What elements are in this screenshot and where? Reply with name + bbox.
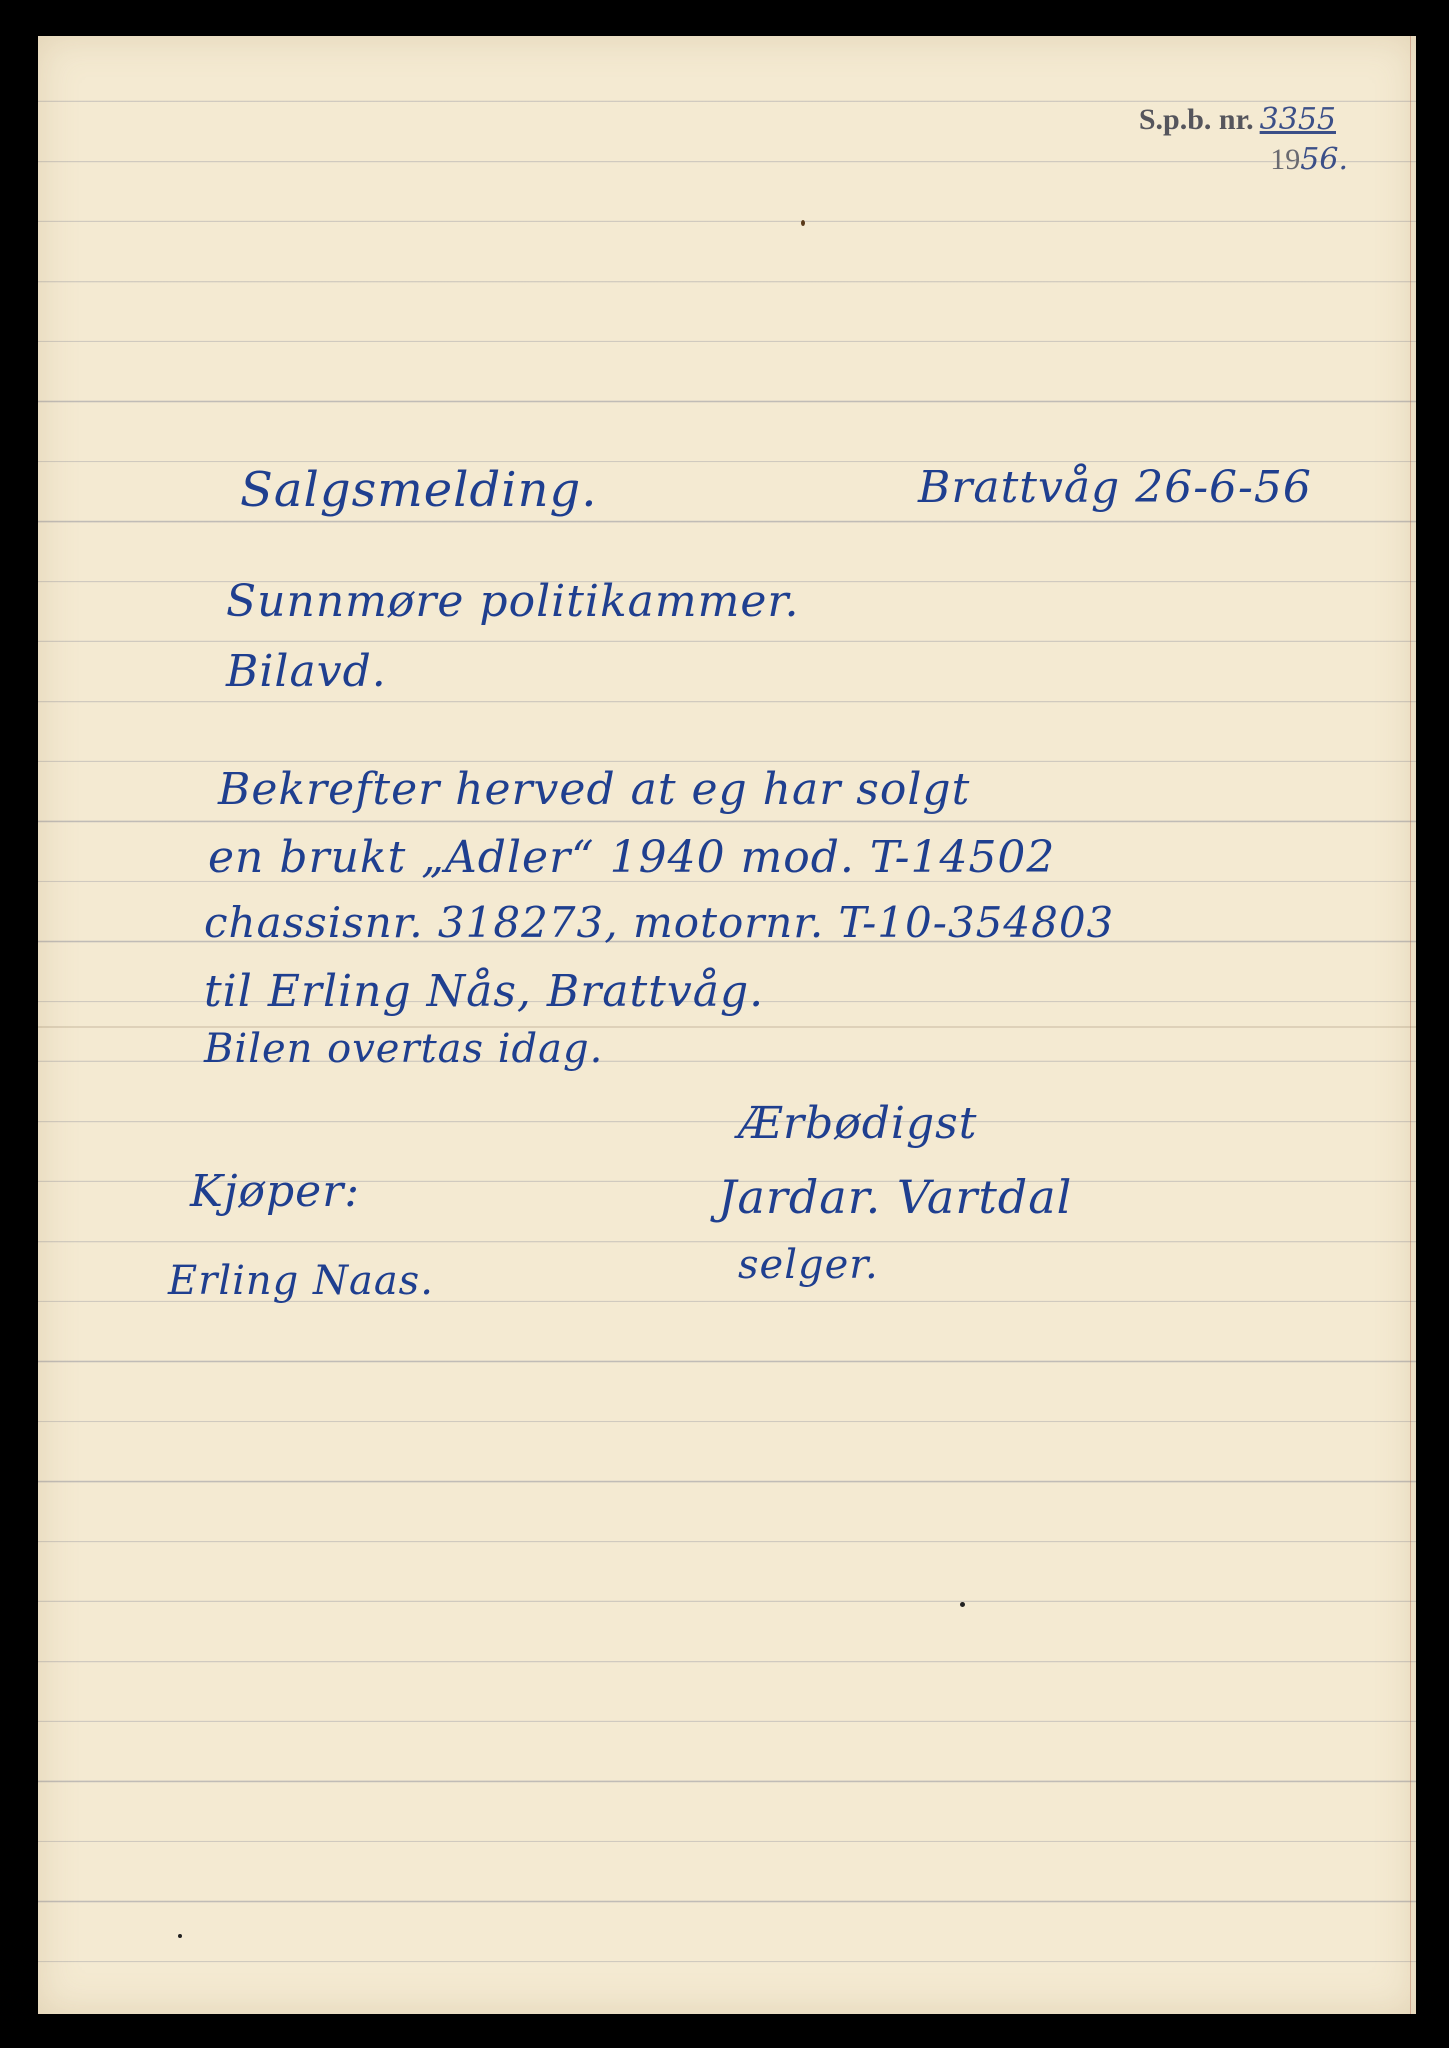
paper-speck — [178, 1934, 182, 1938]
stamp-label: S.p.b. nr. — [1138, 103, 1254, 136]
stamp-year-prefix: 19 — [1270, 143, 1301, 176]
letter-title: Salgsmelding. — [240, 462, 598, 518]
recipient-line-2: Bilavd. — [226, 646, 387, 697]
paper-speck — [960, 1602, 965, 1607]
body-line-1: Bekrefter herved at eg har solgt — [218, 764, 971, 815]
body-line-3: chassisnr. 318273, motornr. T-10-354803 — [204, 898, 1115, 947]
paper-sheet — [38, 36, 1416, 2014]
place-date: Brattvåg 26-6-56 — [918, 462, 1312, 513]
stamp-year-suffix: 56. — [1300, 142, 1348, 177]
buyer-signature: Erling Naas. — [168, 1258, 434, 1304]
body-line-5: Bilen overtas idag. — [204, 1026, 604, 1072]
seller-signature: Jardar. Vartdal — [718, 1170, 1073, 1224]
closing-greeting: Ærbødigst — [738, 1098, 978, 1149]
buyer-label: Kjøper: — [190, 1166, 361, 1217]
body-line-2: en brukt „Adler“ 1940 mod. T-14502 — [208, 832, 1056, 883]
archive-stamp — [1139, 102, 1336, 137]
seller-role: selger. — [738, 1242, 879, 1288]
margin-line — [1410, 36, 1411, 2014]
paper-speck — [801, 220, 805, 226]
body-line-4: til Erling Nås, Brattvåg. — [204, 966, 765, 1017]
stamp-number: 3355 — [1259, 102, 1336, 137]
stamp-year — [1270, 142, 1348, 177]
recipient-line-1: Sunnmøre politikammer. — [226, 576, 800, 627]
